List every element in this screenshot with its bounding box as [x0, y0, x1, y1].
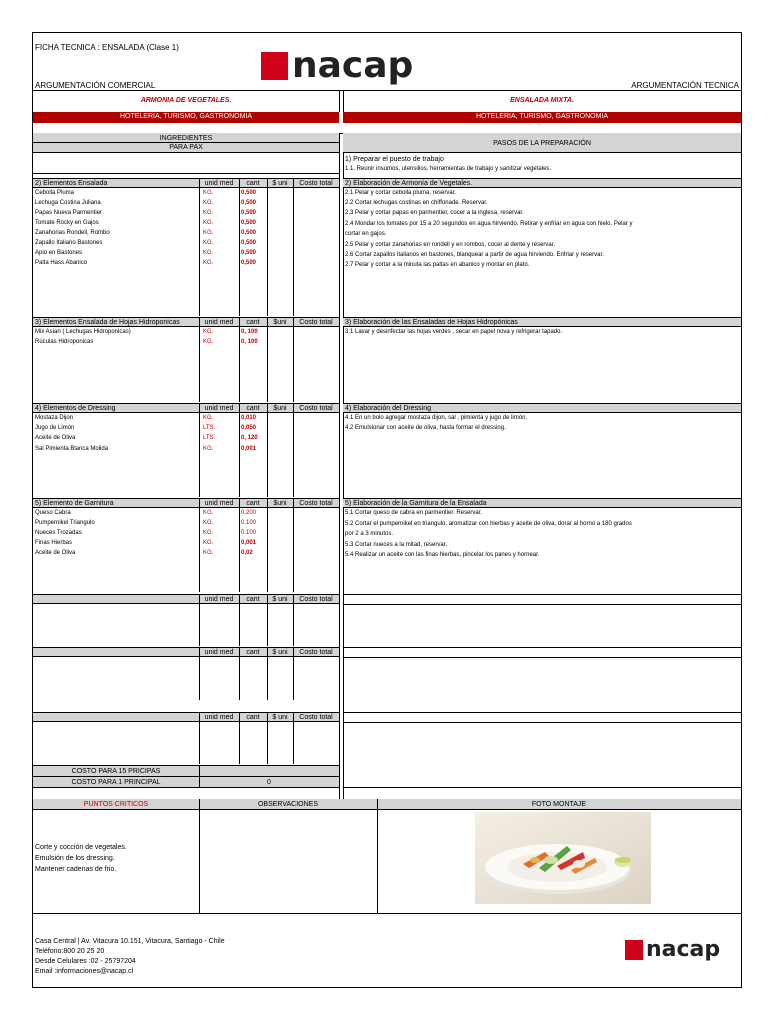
cost-15-row: COSTO PARA 15 PRICIPAS [33, 765, 339, 777]
footer-mobile: Desde Celulares :02 - 25797204 [35, 958, 136, 965]
section-4-header: 4) Elementos de Dressing unid med cant $uni Costo total [33, 403, 339, 413]
footer-email: Email :informaciones@nacap.cl [35, 968, 134, 975]
section-5-header: 5) Elemento de Garnitura unid med cant $uni Costo total [33, 498, 339, 508]
footer-phone: Teléfono:800 20 25 20 [35, 948, 105, 955]
step-5-header: 5) Elaboración de la Garnitura de la Ensalada [343, 498, 741, 508]
empty-section-header-2: unid med cant $ uni Costo total [33, 647, 339, 657]
area-bar-left: HOTELERIA, TURISMO, GASTRONOMIA [33, 112, 339, 123]
inacap-logo-mark-icon [625, 940, 643, 960]
step-2-header: 2) Elaboración de Armonía de Vegetales. [343, 178, 741, 188]
ingredient-name: Cebolla Pluma [35, 190, 75, 196]
dish-technical-name: ENSALADA MIXTA. [510, 97, 574, 104]
intro-step-1: 1) Preparar el puesto de trabajo [345, 156, 444, 163]
footer-inacap-logo [625, 938, 720, 962]
inacap-logo-wordmark: nacap [646, 937, 721, 962]
critical-points-list [35, 842, 127, 875]
intro-step-1-1: 1.1. Reunir insumos, utensilios, herramientas de trabajo y sanitizar vegetales. [345, 166, 552, 172]
critical-point: Mantener cadenas de frio. [35, 866, 117, 873]
critical-point: Corte y cocción de vegetales. [35, 844, 127, 851]
section-3-header: 3) Elementos Ensalada de Hojas Hidroponicas unid med cant $uni Costo total [33, 317, 339, 327]
critical-point: Emulsión de los dressing. [35, 855, 115, 862]
inacap-logo [261, 47, 413, 85]
empty-section-header-1: unid med cant $ uni Costo total [33, 594, 339, 604]
footer-contact [35, 937, 225, 977]
argumentacion-tecnica-label: ARGUMENTACIÓN TECNICA [631, 81, 739, 90]
section-3-step: 3.1 Lavar y desinfectar las hojas verdes , secar en papel nova y refrigerar tapado. [345, 329, 563, 335]
salad-photo [475, 812, 651, 904]
inacap-logo-wordmark: nacap [292, 45, 414, 86]
step-3-header: 3) Elaboración de las Ensaladas de Hojas Hidropónicas [343, 317, 741, 327]
document-title: FICHA TECNICA : ENSALADA (Clase 1) [35, 43, 179, 52]
dish-commercial-name: ARMONIA DE VEGETALES. [140, 97, 232, 104]
bottom-headers: PUNTOS CRITICOS OBSERVACIONES FOTO MONTAJE [33, 799, 741, 810]
footer-address: Casa Central | Av. Vitacura 10.151, Vitacura, Santiago - Chile [35, 938, 225, 945]
argumentacion-comercial-label: ARGUMENTACIÓN COMERCIAL [35, 81, 156, 90]
steps-header: PASOS DE LA PREPARACIÓN [343, 133, 741, 153]
area-bar-right: HOTELERIA, TURISMO, GASTRONOMIA [343, 112, 741, 123]
inacap-logo-mark-icon [261, 52, 288, 80]
ingredients-header: INGREDIENTES PARA PAX [33, 133, 339, 153]
empty-section-header-3: unid med cant $ uni Costo total [33, 712, 339, 722]
cost-1-row: COSTO PARA 1 PRINCIPAL 0 [33, 776, 339, 788]
section-2-header: 2) Elementos Ensalada unid med cant $ uni Costo total [33, 178, 339, 188]
step-4-header: 4) Elaboración del Dressing [343, 403, 741, 413]
ficha-tecnica-sheet: FICHA TECNICA : ENSALADA (Clase 1) nacap ARGUMENTACIÓN COMERCIAL ARGUMENTACIÓN TECNICA ARMONIA DE VEGETALES. ENSALADA MIXTA. HOTELERIA, TURISMO, GASTRONOMIA HOTELERIA, TURISMO, GASTRONOMIA INGREDIENTES PARA PAX PASOS DE LA PREPARACIÓN 1) Preparar el puesto de trabajo 1.1. Reunir insumos, utensilios, herramientas de trabajo y sanitizar vegetales. 2) Elementos Ensalada unid med cant $ uni Costo total 2) Elaboración de Armonía de Vegetales. Cebolla Pluma KG. 0,500 Lechuga Costina Juliana KG. 0,500 Papas Nueva Parmentier KG. 0,500 Tomate Rocky en Gajos KG. 0,500 Zanahorias Rondell, Rombo KG. 0,500 Zapallo Italiano Bastones KG. 0,500 Apio en Bastones KG. 0,500 Palta Hass Abanico KG. 0,500 2.1 Pelar y cortar cebolla pluma, reservar. 2.2 Cortar lechugas costinas en chiffonade. Reservar. 2.3 Pelar y cortar papas en parmentier, cocer a la inglesa, reservar. 2.4 Mondar los tomates por 15 a 20 segundos en agua hirviendo. Retirar y enfriar en agua con hielo. Pelar y cortar en gajos. 2.5 Pelar y cortar zanahorias en rondell y en rombos, cocer al dente y reservar. 2.6 Cortar zapallos italianos en bastones, blanquear a partir de agua hirviendo. Enfriar y reservar. 2.7 Pelar y cortar a la minuta las paltas en abanico y montar en plato. 3) Elementos Ensalada de Hojas Hidroponicas unid med cant $uni Costo total 3) Elaboración de las Ensaladas de Hojas Hidropónicas Mix Asian ( Lechugas Hidroponicas) KG. 0, 100 Rúculas Hidroponicas KG. 0, 100 3.1 Lavar y desinfectar las hojas verdes , secar en papel nova y refrigerar tapado. 4) Elementos de Dressing unid med cant $uni Costo total 4) Elaboración del Dressing Mostaza Dijon KG. 0,010 Jugo de Limón LTS. 0,050 Aceite de Oliva LTS. 0, 120 Sal Pimienta Blanca Molida KG. 0,001 4.1 En un bolo agregar mostaza dijon, sal , pimienta y jugo de limón. 4.2 Emulsionar con aceite de oliva, hasta formar el dressing. 5) Elemento de Garnitura unid med cant $uni Costo total 5) Elaboración de la Garnitura de la Ensalada Queso Cabra KG. 0.200 Pumpernikel Triangulo KG. 0.100 Nueces Trozadas KG. 0.100 Finas Hierbas KG. 0,001 Aceite de Oliva KG. 0,02 5.1 Cortar queso de cabra en parmentier. Reservar. 5.2 Cortar el pumpernikel en triangulo, aromatizar con hierbas y aceite de oliva, dorar al horno a 180 grados por 2 a 3 minutos. 5.3 Cortar nueces a la mitad, reservar. 5.4 Realizar un aceite con las finas hierbas, pincelar los panes y hornear. unid med cant $ uni Costo total unid med cant $ uni Costo total unid med cant $ uni Costo total COSTO PARA 15 PRICIPAS COSTO PARA 1 PRINCIPAL 0 PUNTOS CRITICOS OBSERVACIONES FOTO MONTAJE Corte y cocción de vegetales. Emulsión de los dressing. Mantener cadenas de frio. Casa Central | Av. Vitacura 10.151, Vitacura, Santiago - Chile Teléfono:800 20 25 20 Desde Celulares :02 - 25797204 Email :informaciones@nacap.cl nacap [32, 32, 742, 988]
